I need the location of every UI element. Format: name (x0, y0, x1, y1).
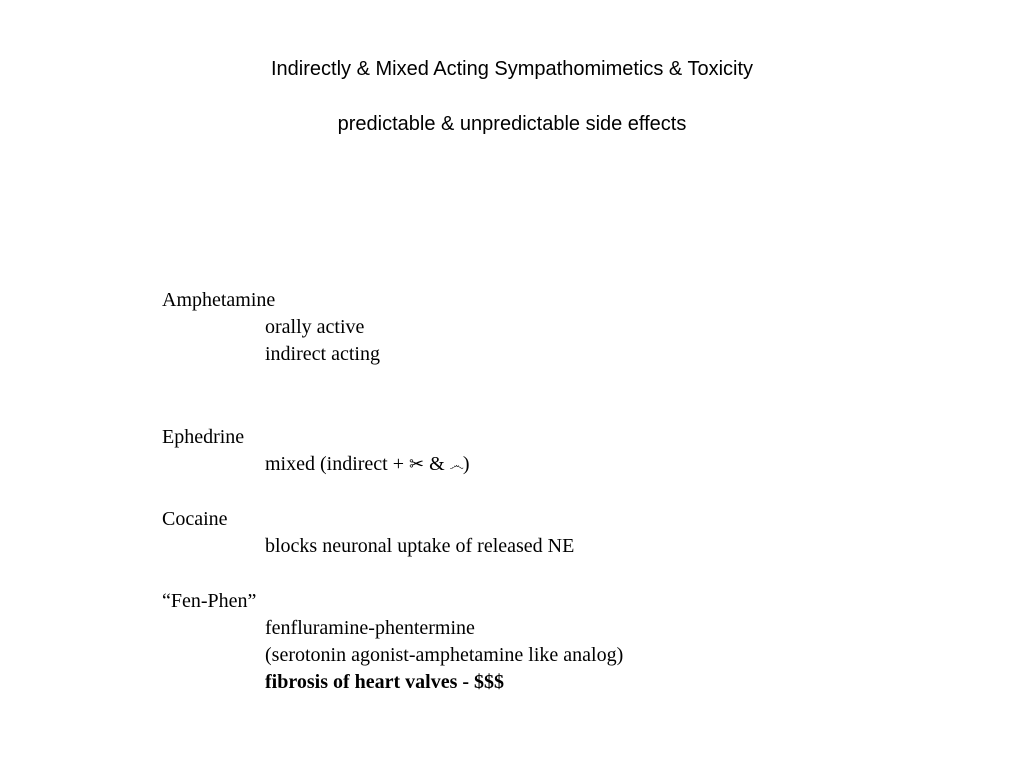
drug-note: (serotonin agonist-amphetamine like analog) (265, 644, 624, 666)
drug-note: orally active (265, 316, 365, 338)
drug-note-warning: fibrosis of heart valves - $$$ (265, 671, 505, 693)
drug-note-text: & (424, 453, 450, 475)
drug-name-ephedrine: Ephedrine (162, 426, 245, 448)
drug-note-text: mixed (indirect + (265, 453, 410, 475)
drug-name-amphetamine: Amphetamine (162, 289, 276, 311)
drug-note: blocks neuronal uptake of released NE (265, 535, 575, 557)
drug-name-fen-phen: “Fen-Phen” (162, 590, 257, 612)
slide-title: Indirectly & Mixed Acting Sympathomimetics & Toxicity (270, 58, 754, 80)
slide-subtitle: predictable & unpredictable side effects (337, 113, 687, 135)
drug-note: fenfluramine-phentermine (265, 617, 475, 639)
wave-glyph-icon: ෴ (449, 456, 463, 474)
drug-note-text: ) (462, 453, 470, 475)
drug-note: indirect acting (265, 343, 380, 365)
scissors-icon: ✂ (409, 454, 425, 475)
drug-note-mechanism (265, 452, 470, 476)
drug-name-cocaine: Cocaine (162, 508, 228, 530)
